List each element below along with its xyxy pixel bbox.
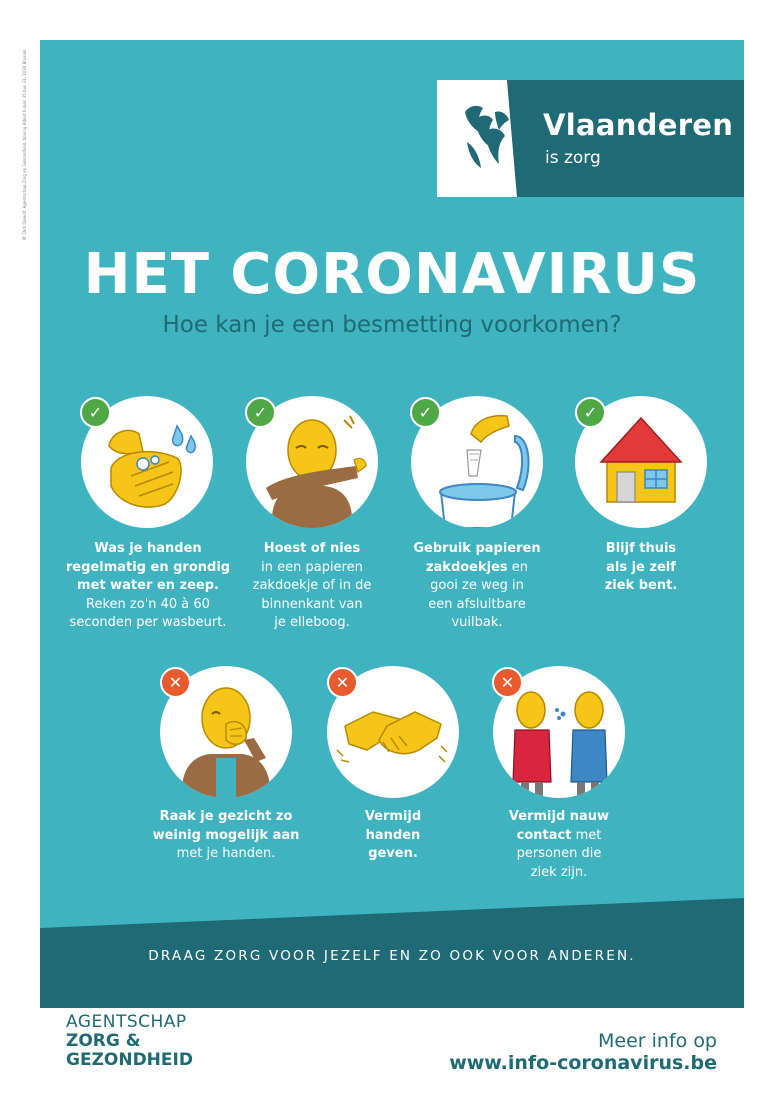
caption-bold-line: Blijf thuis [605, 541, 677, 556]
more-info-label: Meer info op [598, 1030, 717, 1052]
check-badge-icon: ✓ [575, 397, 606, 428]
dont-caption-3 [487, 808, 631, 882]
caption-line: Reken zo'n 40 à 60 [86, 596, 210, 612]
agency-line-2: ZORG & [66, 1031, 141, 1051]
caption-bold-line: contact [516, 827, 572, 843]
check-badge-icon: ✓ [410, 397, 441, 428]
caption-line: binnenkant van [261, 596, 363, 612]
caption-bold-line: ziek bent. [604, 578, 678, 593]
caption-line: een afsluitbare [428, 596, 526, 612]
caption-bold-line: Raak je gezicht zo [159, 809, 293, 824]
dont-caption-1 [146, 808, 306, 864]
do-caption-4 [586, 540, 696, 596]
caption-line: je elleboog. [274, 615, 350, 630]
caption-tail: en [507, 559, 529, 575]
caption-bold-line: Gebruik papieren [413, 541, 541, 556]
caption-bold-line: zakdoekjes [425, 559, 508, 575]
caption-bold-line: regelmatig en grondig [65, 559, 231, 575]
agency-line-3: GEZONDHEID [66, 1050, 193, 1070]
caption-line: seconden per wasbeurt. [69, 615, 227, 630]
caption-line: personen die [516, 846, 602, 861]
footer-banner-text: DRAAG ZORG VOOR JEZELF EN ZO OOK VOOR ANDEREN. [148, 948, 636, 964]
do-caption-1 [60, 540, 236, 633]
dont-caption-2 [343, 808, 443, 864]
caption-bold-line: weinig mogelijk aan [152, 827, 300, 843]
more-info-url[interactable]: www.info-coronavirus.be [449, 1052, 717, 1074]
subheadline: Hoe kan je een besmetting voorkomen? [162, 312, 622, 338]
caption-bold-line: Hoest of nies [263, 541, 361, 556]
caption-tail: met [571, 827, 602, 843]
caption-bold-line: met water en zeep. [77, 578, 219, 593]
do-caption-3 [405, 540, 549, 633]
headline: HET CORONAVIRUS [83, 242, 701, 307]
check-badge-icon: ✓ [245, 397, 276, 428]
caption-bold-line: Vermijd [364, 809, 422, 824]
cross-badge-icon: ✕ [492, 667, 523, 698]
caption-bold-line: als je zelf [606, 559, 676, 575]
caption-line: gooi ze weg in [430, 578, 524, 593]
logo-title: Vlaanderen [543, 108, 734, 142]
caption-line: zakdoekje of in de [252, 578, 372, 593]
caption-bold-line: Was je handen [94, 541, 202, 556]
cross-badge-icon: ✕ [327, 667, 358, 698]
caption-line: met je handen. [176, 846, 276, 861]
do-caption-2 [239, 540, 385, 633]
logo-subtitle: is zorg [545, 148, 601, 168]
caption-line: vuilbak. [451, 615, 503, 630]
caption-bold-line: handen [365, 827, 421, 843]
legal-side-note: M. Dirk Dewolf, Agentschap Zorg en Gezondheid, Koning Albert II-laan 35 bus 33, 1030 Brussel [22, 49, 27, 240]
more-info [449, 1030, 717, 1074]
check-badge-icon: ✓ [80, 397, 111, 428]
caption-line: ziek zijn. [530, 864, 588, 880]
flemish-lion-icon [459, 102, 515, 176]
agency-logo [66, 1013, 193, 1070]
vlaanderen-logo [437, 80, 744, 197]
agency-line-1: AGENTSCHAP [66, 1012, 187, 1032]
caption-bold-line: Vermijd nauw [508, 809, 610, 824]
cross-badge-icon: ✕ [160, 667, 191, 698]
caption-bold-line: geven. [368, 846, 418, 861]
poster [40, 40, 744, 1008]
caption-line: in een papieren [261, 559, 363, 575]
